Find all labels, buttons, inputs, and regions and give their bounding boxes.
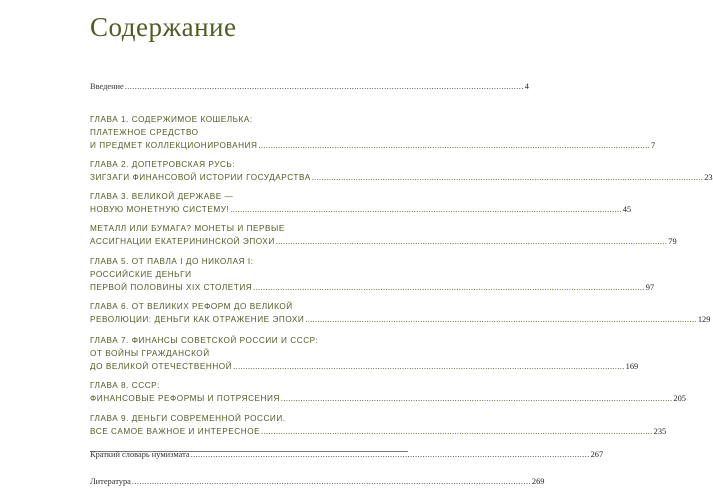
page-number: 235 [653,427,667,436]
toc-entry-dictionary[interactable] [90,448,604,461]
page-number: 97 [645,283,655,292]
toc-entry-title: И ПРЕДМЕТ КОЛЛЕКЦИОНИРОВАНИЯ [90,141,258,150]
chapter-title-line [90,313,711,326]
toc-entry-title: ФИНАНСОВЫЕ РЕФОРМЫ И ПОТРЯСЕНИЯ [90,394,280,403]
chapter-title-line [90,203,632,216]
leader-dots: ................................................................................................................................................................ [261,427,653,436]
chapter-title-line [90,139,656,152]
toc-chapter-3[interactable] [90,190,632,216]
leader-dots: ................................................................................................................................................................ [124,82,524,91]
toc-entry-title: ДО ВЕЛИКОЙ ОТЕЧЕСТВЕННОЙ [90,362,233,371]
chapter-title-line: МЕТАЛЛ ИЛИ БУМАГА? МОНЕТЫ И ПЕРВЫЕ [90,224,285,233]
chapter-title-line: ГЛАВА 6. ОТ ВЕЛИКИХ РЕФОРМ ДО ВЕЛИКОЙ [90,302,293,311]
toc-chapter-2[interactable] [90,158,713,184]
toc-chapter-9[interactable] [90,412,667,438]
chapter-title-line: ГЛАВА 7. ФИНАНСЫ СОВЕТСКОЙ РОССИИ И СССР: [90,336,319,345]
page-number: 169 [625,362,639,371]
page-number: 267 [590,450,604,459]
chapter-title-line [90,392,686,405]
page-number: 4 [524,82,529,91]
toc-entry-literature[interactable] [90,475,545,488]
toc-entry-title: ВСЕ САМОЕ ВАЖНОЕ И ИНТЕРЕСНОЕ [90,427,261,436]
page-title: Содержание [90,12,237,42]
page-number: 79 [668,237,677,246]
toc-chapter-5[interactable] [90,255,655,294]
chapter-title-line [90,425,667,438]
toc-entry-title: ПЕРВОЙ ПОЛОВИНЫ XIX СТОЛЕТИЯ [90,283,253,292]
page-number: 45 [622,205,632,214]
page-number: 7 [651,141,656,150]
chapter-title-line: РОССИЙСКИЕ ДЕНЬГИ [90,270,192,279]
toc-line [90,448,604,461]
toc-chapter-1[interactable] [90,113,656,152]
chapter-title-line [90,360,639,373]
toc-chapter-6[interactable] [90,300,711,326]
leader-dots: ................................................................................................................................................................ [230,205,622,214]
page-number: 129 [697,315,711,324]
leader-dots: ................................................................................................................................................................ [131,477,531,486]
chapter-title-line: ОТ ВОЙНЫ ГРАЖДАНСКОЙ [90,349,210,358]
chapter-title-line: ГЛАВА 9. ДЕНЬГИ СОВРЕМЕННОЙ РОССИИ. [90,414,286,423]
toc-entry-title: Литература [90,477,131,486]
chapter-title-line [90,281,655,294]
leader-dots: ................................................................................................................................................................ [253,283,645,292]
leader-dots: ................................................................................................................................................................ [275,237,668,246]
toc-entry-title: НОВУЮ МОНЕТНУЮ СИСТЕМУ! [90,205,230,214]
leader-dots: ................................................................................................................................................................ [258,141,651,150]
leader-dots: ................................................................................................................................................................ [233,362,625,371]
page-number: 269 [531,477,545,486]
leader-dots: ................................................................................................................................................................ [305,315,697,324]
chapter-title-line: ГЛАВА 1. СОДЕРЖИМОЕ КОШЕЛЬКА: [90,115,253,124]
chapter-title-line: ГЛАВА 5. ОТ ПАВЛА I ДО НИКОЛАЯ I: [90,257,254,266]
toc-entry-title: РЕВОЛЮЦИИ: ДЕНЬГИ КАК ОТРАЖЕНИЕ ЭПОХИ [90,315,305,324]
chapter-title-line: ГЛАВА 2. ДОПЕТРОВСКАЯ РУСЬ: [90,160,236,169]
toc-entry-title: Краткий словарь нумизмата [90,450,190,459]
page-number: 205 [673,394,686,403]
toc-entry-title: ЗИГЗАГИ ФИНАНСОВОЙ ИСТОРИИ ГОСУДАРСТВА [90,173,311,182]
chapter-title-line: ГЛАВА 3. ВЕЛИКОЙ ДЕРЖАВЕ — [90,192,234,201]
toc-entry-title: АССИГНАЦИИ ЕКАТЕРИНИНСКОЙ ЭПОХИ [90,237,275,246]
leader-dots: ................................................................................................................................................................ [190,450,590,459]
leader-dots: ................................................................................................................................................................ [311,173,704,182]
leader-dots: ................................................................................................................................................................ [280,394,673,403]
page-number: 23 [704,173,713,182]
toc-chapter-4[interactable] [90,222,677,248]
chapter-title-line [90,235,677,248]
chapter-title-line: ПЛАТЕЖНОЕ СРЕДСТВО [90,128,199,137]
chapter-title-line: ГЛАВА 8. СССР: [90,381,160,390]
toc-line [90,80,529,93]
toc-chapter-7[interactable] [90,334,639,373]
toc-entry-title: Введение [90,82,124,91]
toc-line [90,475,545,488]
toc-entry-intro[interactable] [90,80,529,93]
toc-chapter-8[interactable] [90,379,686,405]
chapter-title-line [90,171,713,184]
